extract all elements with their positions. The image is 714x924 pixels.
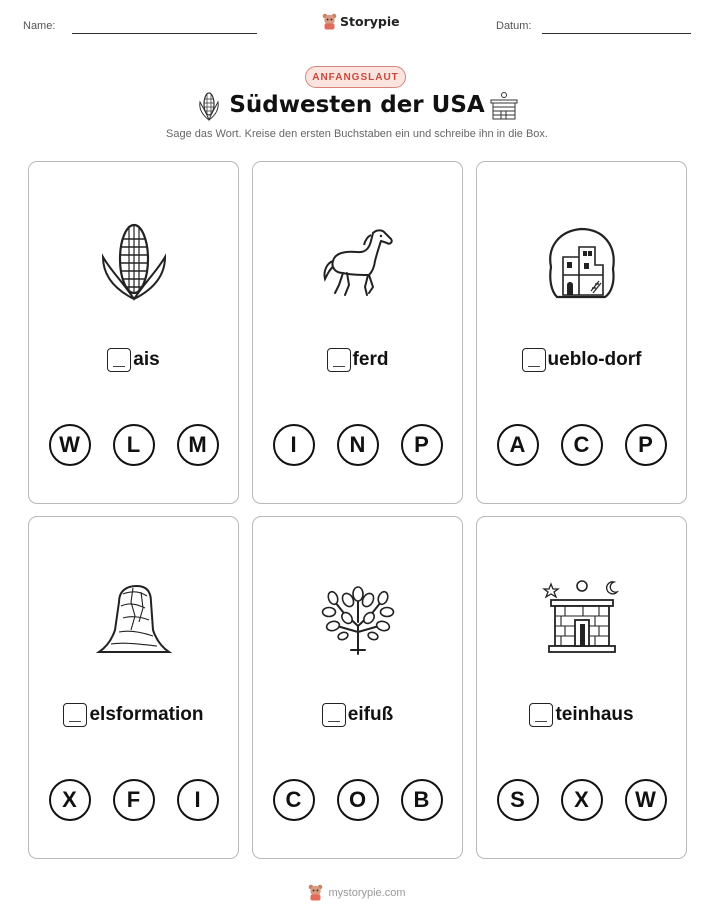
letter-choices	[29, 424, 238, 466]
letter-choice[interactable]: B	[401, 779, 443, 821]
letter-choice[interactable]: A	[497, 424, 539, 466]
answer-box[interactable]	[529, 703, 553, 727]
answer-box[interactable]	[522, 348, 546, 372]
answer-box[interactable]	[63, 703, 87, 727]
footer-url[interactable]: mystorypie.com	[328, 886, 406, 899]
word-card	[476, 161, 687, 504]
stone-house-icon	[488, 90, 520, 122]
answer-box[interactable]	[107, 348, 131, 372]
letter-choice[interactable]: P	[401, 424, 443, 466]
letter-choice[interactable]: C	[273, 779, 315, 821]
word-ending: ueblo-dorf	[547, 349, 642, 370]
letter-choice[interactable]: X	[49, 779, 91, 821]
letter-choices	[253, 424, 462, 466]
word-card	[252, 516, 463, 859]
instructions: Sage das Wort. Kreise den ersten Buchstaben ein und schreibe ihn in die Box.	[166, 128, 548, 140]
word-ending: ferd	[352, 349, 389, 370]
letter-choice[interactable]: I	[273, 424, 315, 466]
letter-choice[interactable]: O	[337, 779, 379, 821]
letter-choices	[29, 779, 238, 821]
word-row	[29, 348, 238, 372]
letter-choice[interactable]: C	[561, 424, 603, 466]
date-label: Datum:	[496, 20, 532, 32]
category-tag: ANFANGSLAUT	[305, 66, 406, 88]
letter-choice[interactable]: N	[337, 424, 379, 466]
storypie-mascot-icon	[322, 13, 337, 30]
word-row	[253, 348, 462, 372]
letter-choices	[477, 779, 686, 821]
letter-choice[interactable]: P	[625, 424, 667, 466]
word-card	[28, 161, 239, 504]
word-ending: elsformation	[89, 704, 204, 725]
letter-choice[interactable]: S	[497, 779, 539, 821]
brand-name: Storypie	[340, 14, 400, 29]
name-line[interactable]	[72, 33, 257, 34]
letter-choice[interactable]: F	[113, 779, 155, 821]
word-row	[477, 348, 686, 372]
letter-choice[interactable]: L	[113, 424, 155, 466]
brand-logo	[322, 13, 400, 30]
corn-icon	[89, 217, 179, 307]
word-ending: eifuß	[347, 704, 394, 725]
page-title: Südwesten der USA	[229, 92, 485, 118]
answer-box[interactable]	[322, 703, 346, 727]
letter-choice[interactable]: W	[49, 424, 91, 466]
word-ending: teinhaus	[555, 704, 634, 725]
footer	[0, 884, 714, 901]
letter-choice[interactable]: I	[177, 779, 219, 821]
horse-icon	[313, 217, 403, 307]
pueblo-village-icon	[537, 217, 627, 307]
sagebrush-icon	[313, 572, 403, 662]
letter-choices	[477, 424, 686, 466]
word-ending: ais	[133, 349, 160, 370]
date-line[interactable]	[542, 33, 691, 34]
letter-choice[interactable]: M	[177, 424, 219, 466]
word-card	[476, 516, 687, 859]
letter-choice[interactable]: W	[625, 779, 667, 821]
word-card	[28, 516, 239, 859]
stone-house-icon	[537, 572, 627, 662]
letter-choices	[253, 779, 462, 821]
word-card	[252, 161, 463, 504]
storypie-mascot-icon	[308, 884, 323, 901]
word-row	[253, 703, 462, 727]
answer-box[interactable]	[327, 348, 351, 372]
rock-formation-icon	[89, 572, 179, 662]
letter-choice[interactable]: X	[561, 779, 603, 821]
word-row	[477, 703, 686, 727]
word-row	[29, 703, 238, 727]
name-label: Name:	[23, 20, 56, 32]
